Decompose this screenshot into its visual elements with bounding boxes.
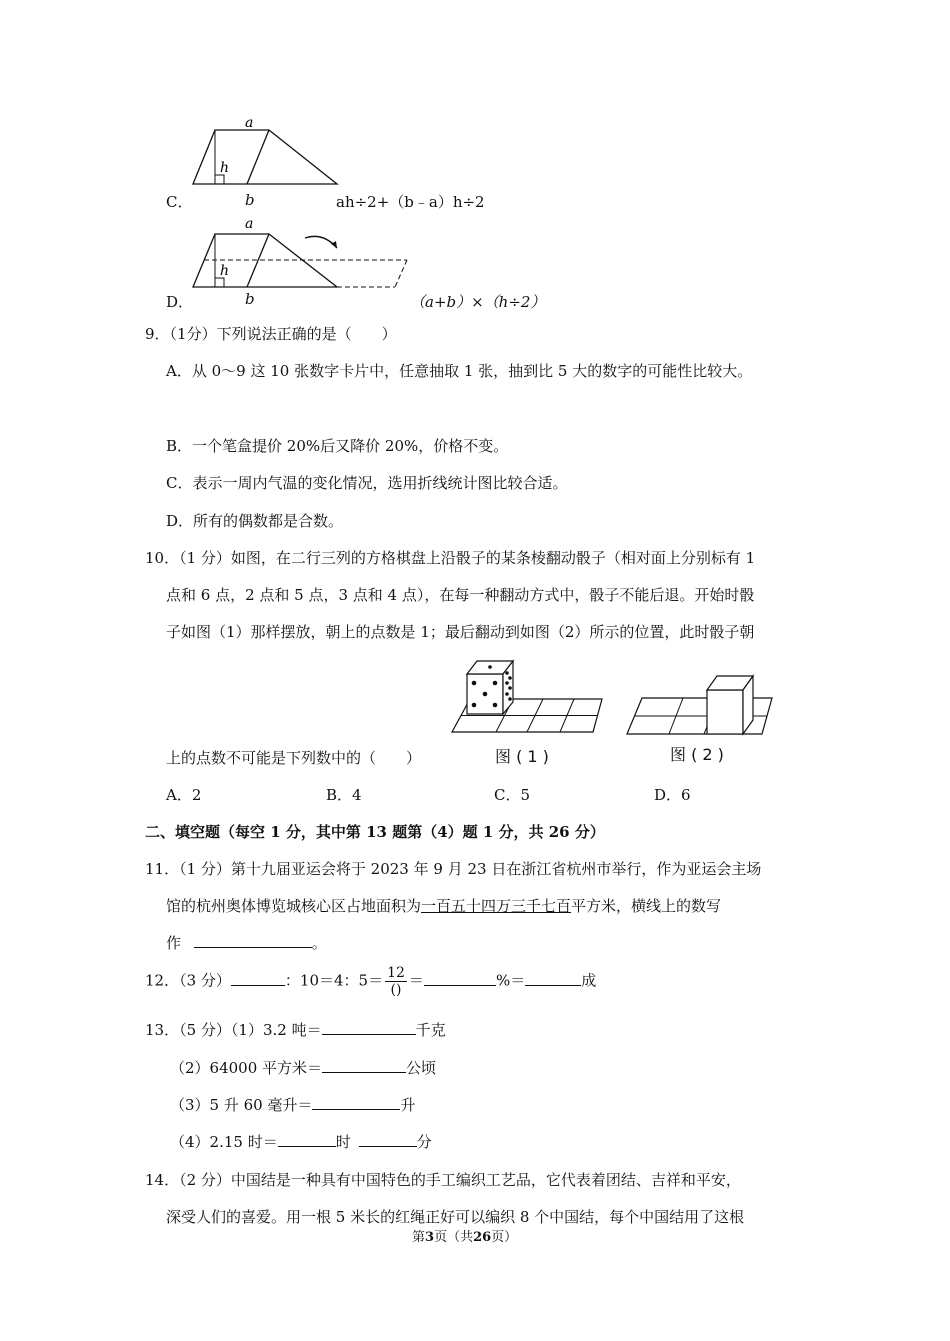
q11-line-2: [166, 895, 721, 916]
q11-line-3: 作 。: [166, 934, 327, 952]
q12-blank-3[interactable]: [525, 971, 581, 986]
fig-d-label-b: b: [245, 290, 255, 308]
q13-l4-pre: （4）2.15 时＝: [170, 1133, 278, 1151]
q13-line-2: [170, 1057, 436, 1078]
dice-figure-1: [450, 656, 605, 736]
q12-post: 成: [581, 971, 597, 990]
q13-l1-post: 千克: [415, 1021, 446, 1039]
dice-figure-2: [625, 670, 775, 738]
q12-blank-2[interactable]: [424, 971, 496, 986]
q13-l4-post: 分: [416, 1133, 432, 1151]
q13-blank-4[interactable]: [278, 1132, 336, 1147]
fig-d-label-h: h: [220, 263, 230, 279]
q10-option-c: C．5: [494, 786, 531, 804]
q12-fraction: [385, 966, 407, 997]
q12-line: [145, 966, 596, 997]
option-d-label: D．: [166, 293, 194, 311]
q13-blank-1[interactable]: [322, 1020, 416, 1035]
fig-d-label-a: a: [245, 216, 254, 232]
fig-c-label-a: a: [245, 115, 254, 131]
fig1-caption: 图 ( 1 ): [495, 747, 549, 766]
q11-line-3-text: 作: [166, 934, 182, 952]
q9-option-d: D．所有的偶数都是合数。: [166, 512, 344, 530]
q12-mid3: %＝: [495, 971, 526, 990]
q10-line-2: 点和 6 点，2 点和 5 点，3 点和 4 点），在每一种翻动方式中，骰子不能后退。开始时骰: [166, 586, 755, 604]
q12-blank-1[interactable]: [231, 971, 285, 986]
q11-underlined-number: 一百五十四万三千七百: [421, 897, 572, 915]
q13-l4-mid: 时: [335, 1133, 351, 1151]
q13-l1-pre: 13．（5 分）（1）3.2 吨＝: [145, 1021, 322, 1039]
q11-line-2-post: 平方米，横线上的数写: [571, 897, 722, 915]
page-footer: 第3页（共26页）: [412, 1230, 518, 1245]
fig-c-label-h: h: [220, 160, 230, 176]
q12-frac-num: 12: [387, 965, 405, 981]
q10-option-a: A．2: [166, 786, 202, 804]
q10-option-b: B．4: [326, 786, 362, 804]
q13-l2-pre: （2）64000 平方米＝: [170, 1059, 323, 1077]
q13-blank-3[interactable]: [312, 1095, 400, 1110]
option-d-formula: （a+b）×（h÷2）: [410, 293, 546, 311]
q14-line-1: 14．（2 分）中国结是一种具有中国特色的手工编织工艺品，它代表着团结、吉祥和平安，: [145, 1171, 741, 1189]
q9-stem: 9．（1分）下列说法正确的是（ ）: [145, 325, 397, 343]
q9-option-a: A．从 0～9 这 10 张数字卡片中，任意抽取 1 张，抽到比 5 大的数字的可能性比较大。: [166, 362, 753, 380]
option-c-label: C．: [166, 193, 193, 211]
section-2-title: 二、填空题（每空 1 分，其中第 13 题第（4）题 1 分，共 26 分）: [145, 823, 605, 841]
option-c-formula: ah÷2+（b﹣a）h÷2: [336, 193, 485, 211]
q12-frac-den: (): [390, 982, 402, 998]
q12-mid2: ＝: [408, 971, 424, 990]
q10-line-4: 上的点数不可能是下列数中的（ ）: [166, 749, 422, 767]
trapezoid-figure-c: [185, 112, 355, 192]
q10-line-3: 子如图（1）那样摆放，朝上的点数是 1；最后翻动到如图（2）所示的位置，此时骰子朝: [166, 623, 755, 641]
fig2-caption: 图 ( 2 ): [670, 745, 724, 764]
q13-blank-5[interactable]: [359, 1132, 417, 1147]
q13-line-1: [145, 1019, 446, 1040]
q11-answer-blank[interactable]: [194, 933, 312, 948]
q10-line-1: 10．（1 分）如图，在二行三列的方格棋盘上沿骰子的某条棱翻动骰子（相对面上分别标有 1: [145, 549, 756, 567]
q13-l2-post: 公顷: [406, 1059, 437, 1077]
q13-l3-post: 升: [400, 1096, 416, 1114]
q13-blank-2[interactable]: [322, 1058, 406, 1073]
page-number: 3: [425, 1230, 435, 1245]
q9-option-b: B．一个笔盒提价 20%后又降价 20%，价格不变。: [166, 437, 509, 455]
q9-option-c: C．表示一周内气温的变化情况，选用折线统计图比较合适。: [166, 474, 568, 492]
q13-line-4: [170, 1131, 432, 1152]
q11-line-2-pre: 馆的杭州奥体博览城核心区占地面积为: [166, 897, 422, 915]
q13-line-3: [170, 1094, 416, 1115]
q10-option-d: D．6: [654, 786, 691, 804]
q14-line-2: 深受人们的喜爱。用一根 5 米长的红绳正好可以编织 8 个中国结，每个中国结用了这根: [166, 1208, 745, 1226]
page-total: 26: [473, 1230, 492, 1245]
trapezoid-figure-d: [185, 214, 420, 294]
q12-mid1: ：10＝4：5＝: [284, 971, 384, 990]
q13-l3-pre: （3）5 升 60 毫升＝: [170, 1096, 313, 1114]
q12-pre: 12．（3 分）: [145, 971, 231, 990]
fig-c-label-b: b: [245, 191, 255, 209]
q11-line-1: 11．（1 分）第十九届亚运会将于 2023 年 9 月 23 日在浙江省杭州市举行，作为亚运会主场: [145, 860, 762, 878]
